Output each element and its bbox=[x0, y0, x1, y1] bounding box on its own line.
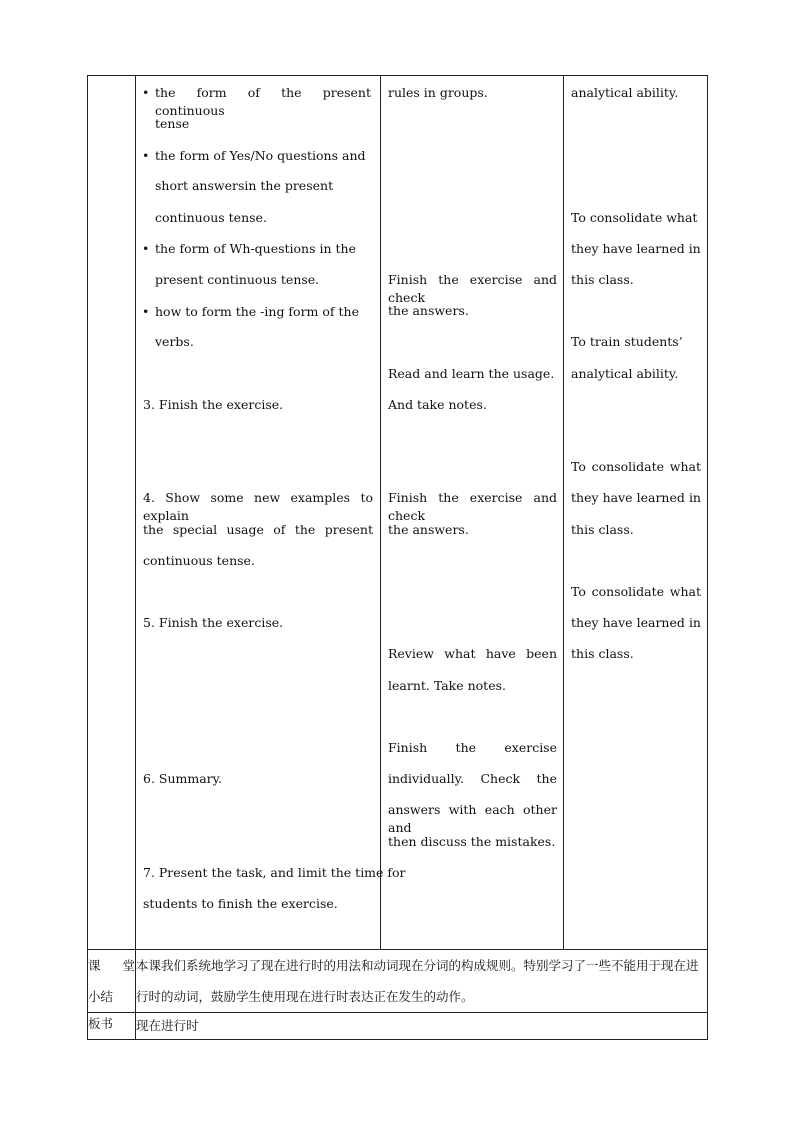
bullet-item-cont: present continuous tense. bbox=[155, 272, 320, 287]
activity-text: learnt. Take notes. bbox=[388, 678, 506, 693]
activity-text: Read and learn the usage. bbox=[388, 366, 555, 381]
summary-label: 课 堂 小结 bbox=[88, 950, 136, 1013]
board-label: 板书 bbox=[88, 1013, 136, 1040]
activity-text: Review what have been bbox=[388, 646, 557, 661]
activity-text: Finish the exercise bbox=[388, 740, 557, 755]
step-text: continuous tense. bbox=[143, 553, 255, 568]
step-text: 7. Present the task, and limit the time for bbox=[143, 865, 406, 880]
step-text: the special usage of the present bbox=[143, 522, 373, 537]
activity-text: And take notes. bbox=[388, 397, 487, 412]
purpose-text: this class. bbox=[571, 522, 634, 537]
purpose-text: this class. bbox=[571, 646, 634, 661]
bullet-item-cont: continuous tense. bbox=[155, 210, 267, 225]
purpose-text: To consolidate what bbox=[571, 459, 701, 474]
bullet-item-cont: tense bbox=[155, 116, 190, 131]
purpose-text: analytical ability. bbox=[571, 366, 679, 381]
stage-cell bbox=[88, 76, 136, 950]
activity-text: Finish the exercise and check bbox=[388, 490, 557, 523]
step-text: 6. Summary. bbox=[143, 771, 223, 786]
bullet-item: • the form of Yes/No questions and bbox=[155, 147, 366, 165]
bullet-item: • the form of the present continuous bbox=[155, 84, 371, 120]
teacher-activity-cell bbox=[136, 76, 406, 950]
step-text: 4. Show some new examples to explain bbox=[143, 490, 373, 523]
board-row bbox=[88, 1013, 708, 1040]
activity-text: then discuss the mistakes. bbox=[388, 834, 556, 849]
bullet-item: • how to form the -ing form of the bbox=[155, 303, 359, 321]
summary-row bbox=[88, 950, 708, 1013]
procedure-row bbox=[88, 76, 708, 950]
activity-text: rules in groups. bbox=[388, 85, 488, 100]
bullet-item-cont: verbs. bbox=[155, 334, 194, 349]
student-activity-cell bbox=[381, 76, 564, 950]
purpose-text: they have learned in bbox=[571, 490, 701, 505]
summary-text: 本课我们系统地学习了现在进行时的用法和动词现在分词的构成规则。特别学习了一些不能用于现在进行时的动词，鼓励学生使用现在进行时表达正在发生的动作。 bbox=[136, 950, 708, 1013]
purpose-text: this class. bbox=[571, 272, 634, 287]
activity-text: the answers. bbox=[388, 522, 469, 537]
purpose-text: To train students’ bbox=[571, 334, 683, 349]
purpose-text: To consolidate what bbox=[571, 584, 701, 599]
step-text: 5. Finish the exercise. bbox=[143, 615, 284, 630]
bullet-item-cont: short answersin the present bbox=[155, 178, 334, 193]
step-text: students to finish the exercise. bbox=[143, 896, 338, 911]
activity-text: Finish the exercise and check bbox=[388, 272, 557, 305]
purpose-text: they have learned in bbox=[571, 241, 701, 256]
bullet-item: • the form of Wh-questions in the bbox=[155, 240, 356, 258]
board-text: 现在进行时 bbox=[136, 1013, 708, 1040]
lesson-plan-table bbox=[87, 75, 708, 1040]
purpose-text: To consolidate what bbox=[571, 210, 698, 225]
activity-text: individually. Check the bbox=[388, 771, 557, 786]
purpose-text: they have learned in bbox=[571, 615, 701, 630]
activity-text: the answers. bbox=[388, 303, 469, 318]
step-text: 3. Finish the exercise. bbox=[143, 397, 284, 412]
activity-text: answers with each other and bbox=[388, 802, 557, 835]
purpose-text: analytical ability. bbox=[571, 85, 679, 100]
purpose-cell bbox=[564, 76, 708, 950]
